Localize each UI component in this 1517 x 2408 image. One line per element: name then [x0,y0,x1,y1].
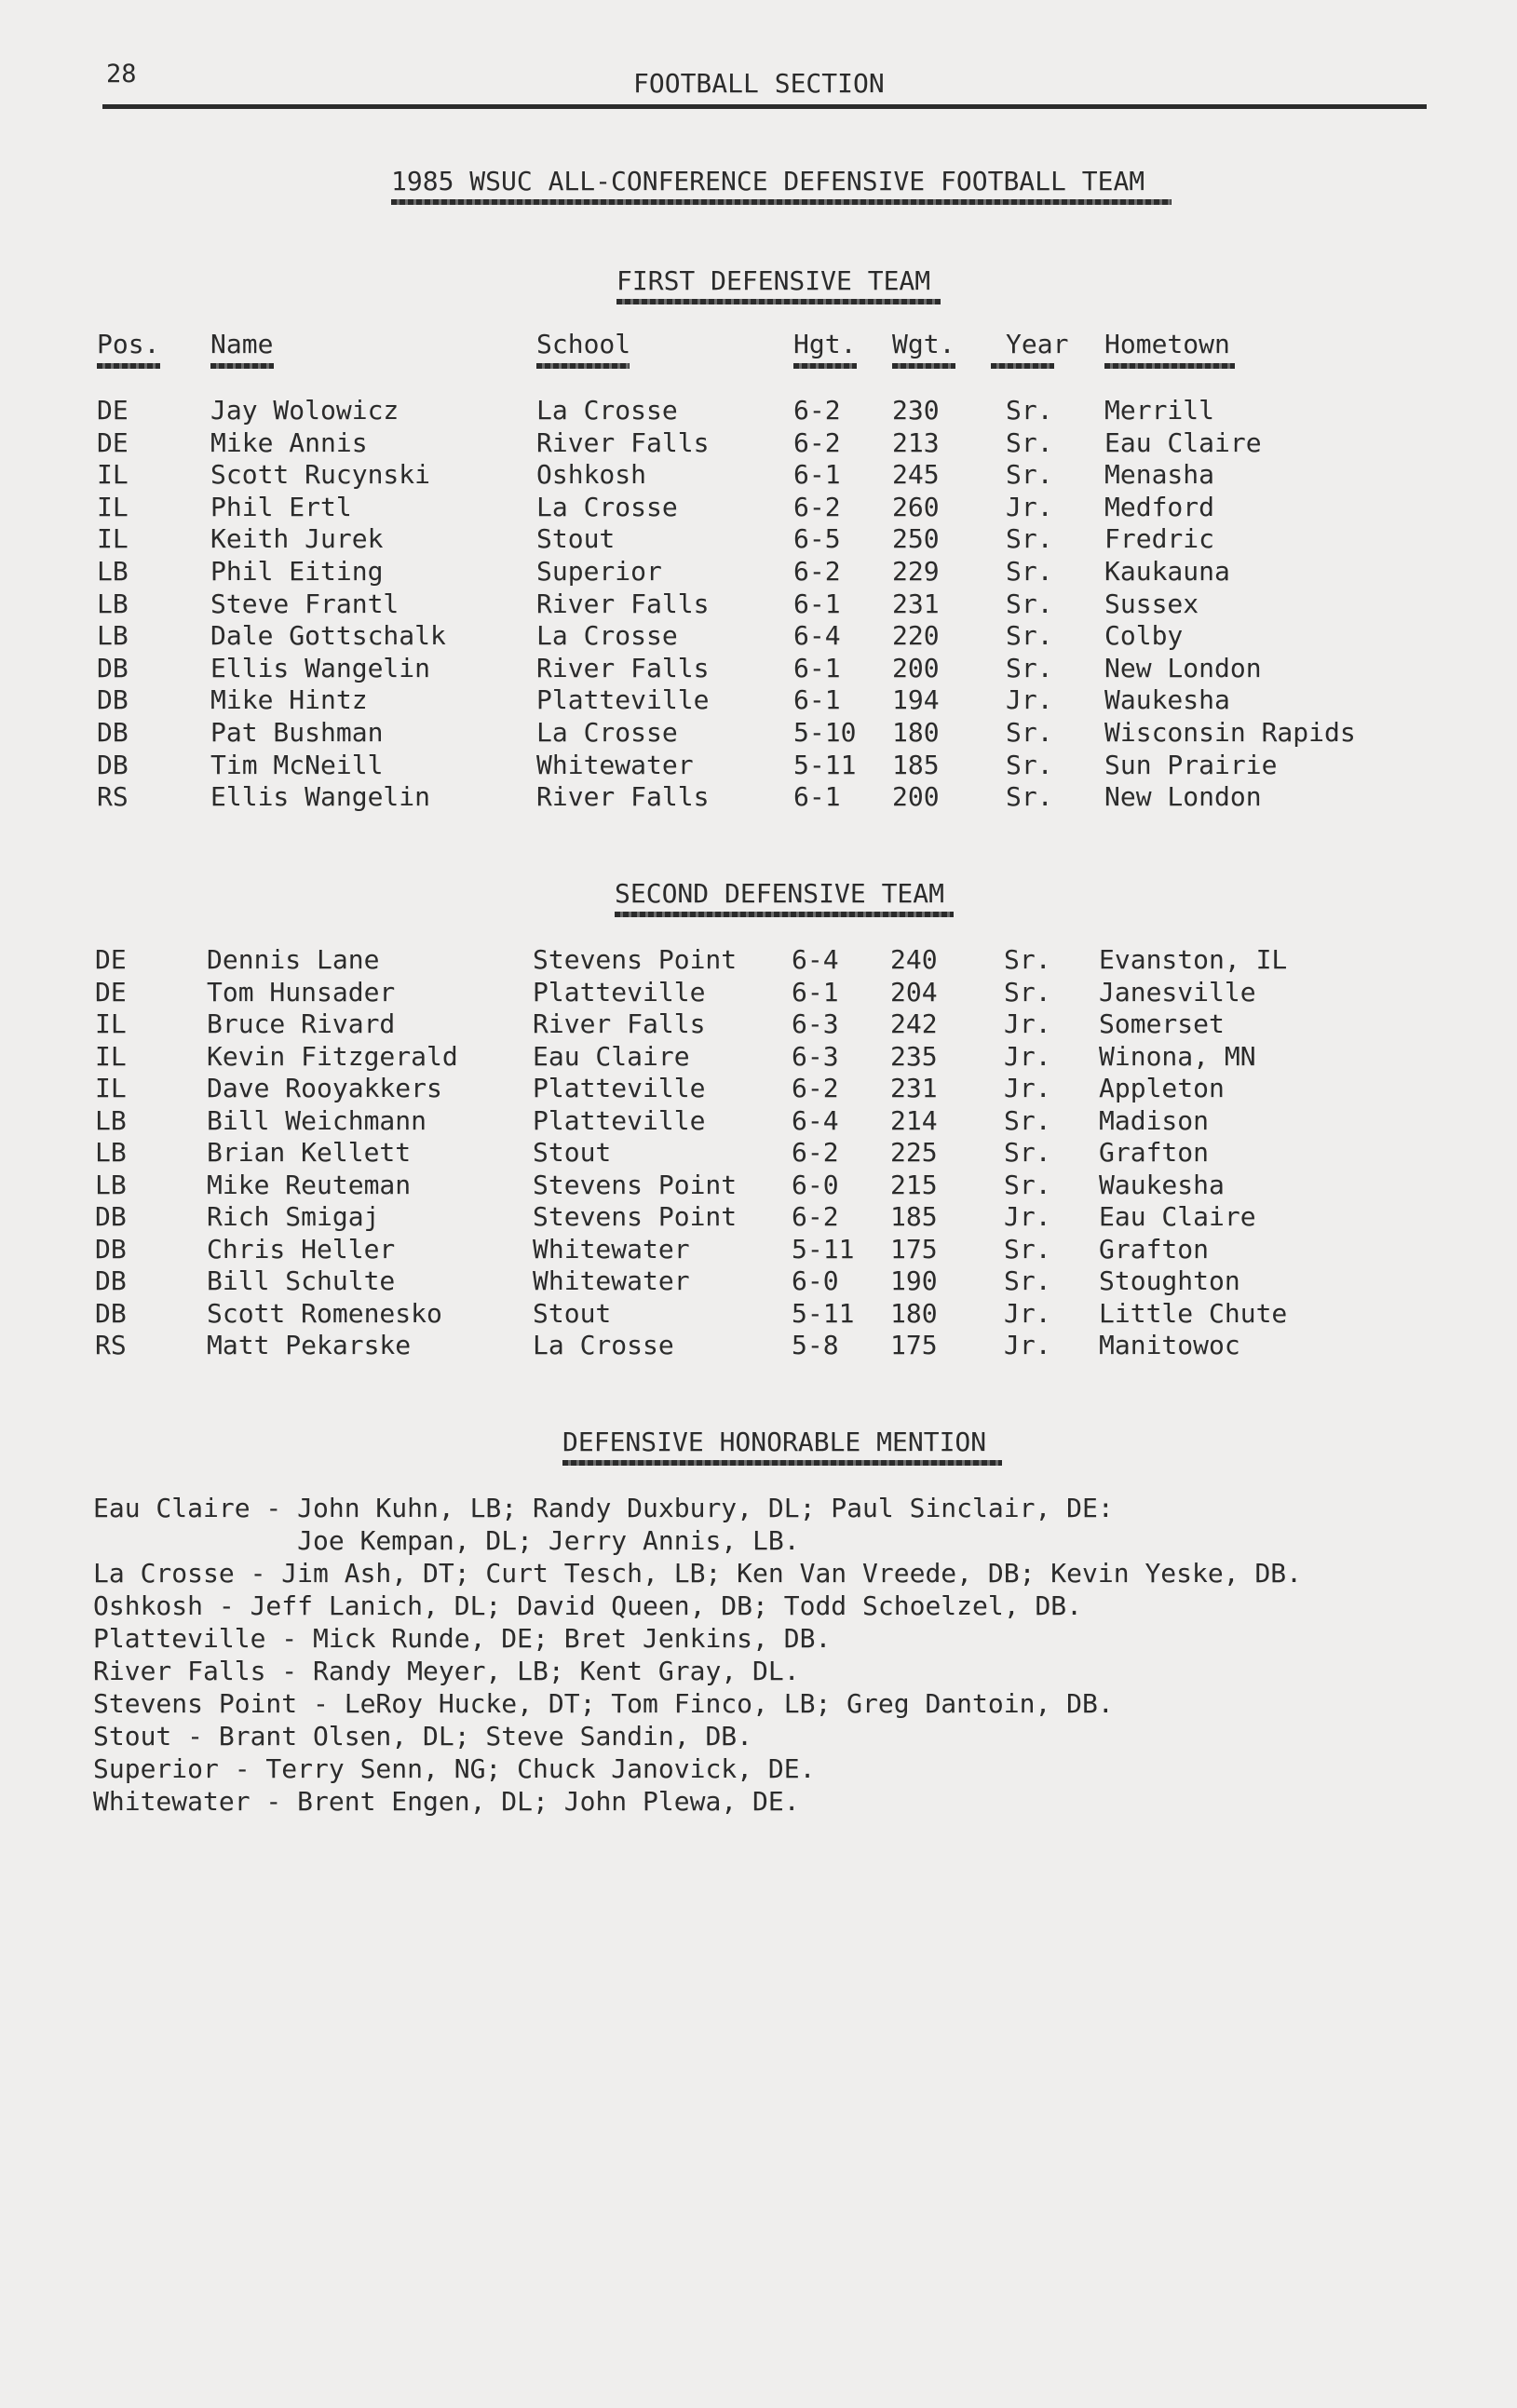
page-number: 28 [106,60,137,88]
cell-name: Scott Romenesko [207,1297,442,1329]
cell-year: Sr. [1006,620,1053,652]
cell-home: Eau Claire [1099,1201,1256,1232]
cell-hgt: 6-4 [792,944,839,975]
cell-name: Chris Heller [207,1233,396,1265]
second-team-heading: SECOND DEFENSIVE TEAM [615,878,945,909]
cell-wgt: 231 [890,1073,938,1103]
cell-home: Waukesha [1104,684,1230,716]
section-title: FOOTBALL SECTION [633,68,885,99]
cell-name: Rich Smigaj [207,1201,380,1232]
honorable-mention-line: Oshkosh - Jeff Lanich, DL; David Queen, DB; Todd Schoelzel, DB. [93,1590,1083,1621]
table-row [0,1008,1517,1043]
cell-home: Medford [1104,491,1215,522]
cell-hgt: 6-1 [792,976,839,1008]
cell-pos: RS [97,781,129,813]
cell-year: Sr. [1004,1233,1051,1265]
table-row [0,1201,1517,1236]
cell-wgt: 175 [890,1233,938,1265]
cell-pos: IL [95,1073,127,1103]
cell-name: Ellis Wangelin [210,781,431,813]
cell-wgt: 190 [890,1265,938,1296]
cell-pos: DB [95,1297,127,1329]
cell-wgt: 204 [890,976,938,1008]
honorable-mention-line: Whitewater - Brent Engen, DL; John Plewa, DE. [93,1786,800,1817]
underline-hgt [793,363,857,369]
cell-hgt: 6-4 [793,620,841,652]
cell-home: Little Chute [1099,1297,1288,1329]
cell-wgt: 213 [892,426,940,458]
column-header-school: School [536,329,631,359]
cell-pos: LB [95,1137,127,1168]
cell-pos: DE [97,395,129,426]
cell-name: Scott Rucynski [210,459,431,491]
cell-year: Sr. [1004,944,1051,975]
cell-hgt: 6-3 [792,1008,839,1039]
first-team-heading: FIRST DEFENSIVE TEAM [616,265,931,296]
cell-home: Fredric [1104,523,1215,555]
cell-year: Sr. [1006,717,1053,748]
cell-year: Sr. [1006,426,1053,458]
table-row [0,749,1517,784]
underline-wgt [892,363,955,369]
cell-school: River Falls [536,781,710,813]
cell-pos: DE [95,944,127,975]
underline-hometown [1104,363,1235,369]
cell-school: River Falls [536,426,710,458]
cell-year: Sr. [1006,588,1053,619]
underline-school [536,363,630,369]
cell-year: Jr. [1006,684,1053,716]
cell-hgt: 5-11 [792,1297,855,1329]
table-row [0,652,1517,687]
table-row [0,1137,1517,1171]
cell-wgt: 214 [890,1104,938,1136]
cell-hgt: 6-1 [793,652,841,683]
cell-hgt: 5-11 [793,749,857,780]
cell-hgt: 6-2 [792,1137,839,1168]
table-row [0,944,1517,979]
cell-wgt: 175 [890,1330,938,1360]
table-row [0,717,1517,751]
cell-home: Appleton [1099,1073,1225,1103]
cell-pos: DB [97,749,129,780]
table-row [0,1075,1517,1107]
honorable-mention-line: River Falls - Randy Meyer, LB; Kent Gray, DL. [93,1656,800,1686]
cell-school: River Falls [536,652,710,683]
cell-pos: LB [97,588,129,619]
cell-wgt: 194 [892,684,940,716]
cell-year: Sr. [1004,976,1051,1008]
cell-school: Platteville [533,1073,706,1103]
cell-name: Bill Schulte [207,1265,396,1296]
cell-name: Phil Ertl [210,491,352,522]
column-headers [0,331,1517,363]
cell-hgt: 6-0 [792,1169,839,1200]
cell-wgt: 185 [892,749,940,780]
cell-name: Bruce Rivard [207,1008,396,1039]
cell-year: Sr. [1006,652,1053,683]
cell-hgt: 6-1 [793,588,841,619]
cell-hgt: 6-1 [793,684,841,716]
column-header-year: Year [1006,329,1069,359]
underline-name [210,363,274,369]
cell-pos: DE [95,976,127,1008]
cell-pos: LB [97,556,129,587]
cell-school: La Crosse [536,395,678,426]
cell-home: Grafton [1099,1233,1210,1265]
cell-name: Dave Rooyakkers [207,1073,442,1103]
cell-hgt: 6-5 [793,523,841,555]
table-row [0,1233,1517,1268]
cell-wgt: 231 [892,588,940,619]
cell-wgt: 220 [892,620,940,652]
cell-year: Sr. [1006,556,1053,587]
cell-year: Jr. [1006,491,1053,522]
cell-home: Wisconsin Rapids [1104,717,1356,748]
cell-pos: DB [97,717,129,748]
table-row [0,1040,1517,1075]
cell-pos: RS [95,1330,127,1360]
table-row [0,1169,1517,1204]
column-header-hgt: Hgt. [793,329,857,359]
cell-year: Jr. [1004,1330,1051,1360]
cell-hgt: 6-2 [793,491,841,522]
honorable-mention-line: Joe Kempan, DL; Jerry Annis, LB. [93,1525,800,1556]
cell-name: Kevin Fitzgerald [207,1040,458,1072]
cell-pos: IL [97,523,129,555]
cell-name: Mike Hintz [210,684,368,716]
cell-hgt: 5-8 [792,1330,839,1360]
cell-pos: LB [97,620,129,652]
cell-home: New London [1104,652,1262,683]
cell-wgt: 225 [890,1137,938,1168]
column-header-pos: Pos. [97,329,160,359]
cell-hgt: 6-3 [792,1040,839,1072]
honorable-mention-line: Stout - Brant Olsen, DL; Steve Sandin, DB. [93,1721,753,1752]
cell-hgt: 6-2 [793,426,841,458]
cell-home: Eau Claire [1104,426,1262,458]
underline-year [991,363,1054,369]
table-row [0,976,1517,1011]
cell-hgt: 6-2 [793,556,841,587]
table-row [0,1104,1517,1140]
cell-name: Phil Eiting [210,556,384,587]
cell-school: Platteville [533,976,706,1008]
table-row [0,395,1517,429]
cell-name: Dennis Lane [207,944,380,975]
honorable-mention-line: Superior - Terry Senn, NG; Chuck Janovick, DE. [93,1753,816,1784]
table-row [0,426,1517,462]
cell-pos: LB [95,1169,127,1200]
cell-pos: DB [95,1233,127,1265]
cell-year: Sr. [1004,1104,1051,1136]
cell-hgt: 6-2 [792,1201,839,1232]
cell-wgt: 242 [890,1008,938,1039]
cell-wgt: 230 [892,395,940,426]
cell-home: Kaukauna [1104,556,1230,587]
table-row [0,556,1517,590]
cell-year: Sr. [1006,781,1053,813]
cell-year: Jr. [1004,1201,1051,1232]
cell-school: Whitewater [536,749,694,780]
cell-school: Superior [536,556,662,587]
cell-home: Merrill [1104,395,1215,426]
cell-wgt: 229 [892,556,940,587]
main-title: 1985 WSUC ALL-CONFERENCE DEFENSIVE FOOTBALL TEAM [391,166,1145,196]
cell-pos: LB [95,1104,127,1136]
honorable-mention-line: La Crosse - Jim Ash, DT; Curt Tesch, LB; Ken Van Vreede, DB; Kevin Yeske, DB. [93,1558,1303,1589]
cell-name: Mike Annis [210,426,368,458]
cell-hgt: 6-0 [792,1265,839,1296]
cell-name: Matt Pekarske [207,1330,412,1360]
cell-year: Sr. [1006,523,1053,555]
cell-wgt: 250 [892,523,940,555]
cell-pos: DB [97,652,129,683]
cell-school: River Falls [533,1008,706,1039]
cell-school: La Crosse [536,620,678,652]
cell-year: Sr. [1006,395,1053,426]
cell-home: Janesville [1099,976,1256,1008]
column-header-wgt: Wgt. [892,329,955,359]
cell-name: Jay Wolowicz [210,395,400,426]
cell-name: Dale Gottschalk [210,620,446,652]
table-row [0,1297,1517,1333]
cell-pos: DB [97,684,129,716]
column-header-hometown: Hometown [1104,329,1230,359]
cell-name: Brian Kellett [207,1137,412,1168]
cell-name: Tom Hunsader [207,976,396,1008]
underline-pos [97,363,160,369]
cell-wgt: 200 [892,781,940,813]
cell-year: Jr. [1004,1040,1051,1072]
table-row [0,1330,1517,1364]
cell-wgt: 260 [892,491,940,522]
cell-year: Jr. [1004,1073,1051,1103]
table-row [0,523,1517,558]
cell-year: Sr. [1004,1137,1051,1168]
cell-pos: DB [95,1201,127,1232]
first-team-underline [616,299,941,304]
cell-hgt: 6-1 [793,459,841,491]
honorable-mention-underline [562,1460,1002,1466]
cell-home: Sussex [1104,588,1199,619]
cell-name: Pat Bushman [210,717,384,748]
cell-home: Stoughton [1099,1265,1240,1296]
cell-school: Oshkosh [536,459,647,491]
cell-name: Mike Reuteman [207,1169,412,1200]
cell-year: Sr. [1004,1265,1051,1296]
cell-pos: IL [97,491,129,522]
cell-school: Stevens Point [533,944,738,975]
cell-hgt: 6-1 [793,781,841,813]
table-row [0,588,1517,623]
cell-year: Sr. [1006,459,1053,491]
cell-school: Stout [536,523,616,555]
cell-home: Menasha [1104,459,1215,491]
cell-hgt: 6-2 [793,395,841,426]
table-row [0,459,1517,494]
second-team-underline [615,912,954,917]
cell-year: Jr. [1004,1008,1051,1039]
cell-year: Sr. [1004,1169,1051,1200]
cell-year: Jr. [1004,1297,1051,1329]
cell-pos: DE [97,426,129,458]
cell-school: Whitewater [533,1233,690,1265]
cell-school: Whitewater [533,1265,690,1296]
cell-wgt: 180 [892,717,940,748]
cell-home: Madison [1099,1104,1210,1136]
cell-home: Manitowoc [1099,1330,1240,1360]
cell-school: Eau Claire [533,1040,690,1072]
cell-wgt: 180 [890,1297,938,1329]
cell-pos: IL [95,1008,127,1039]
main-title-underline [391,199,1172,205]
cell-name: Ellis Wangelin [210,652,431,683]
cell-hgt: 5-10 [793,717,857,748]
cell-school: La Crosse [533,1330,674,1360]
cell-pos: IL [97,459,129,491]
cell-wgt: 185 [890,1201,938,1232]
cell-school: Stout [533,1137,612,1168]
cell-home: Evanston, IL [1099,944,1288,975]
cell-school: River Falls [536,588,710,619]
cell-wgt: 245 [892,459,940,491]
column-header-name: Name [210,329,274,359]
cell-wgt: 235 [890,1040,938,1072]
cell-school: Platteville [533,1104,706,1136]
cell-hgt: 5-11 [792,1233,855,1265]
cell-home: Colby [1104,620,1184,652]
header-rule [102,104,1427,109]
cell-school: La Crosse [536,717,678,748]
table-row [0,1265,1517,1300]
cell-pos: IL [95,1040,127,1072]
honorable-mention-line: Eau Claire - John Kuhn, LB; Randy Duxbury, DL; Paul Sinclair, DE: [93,1493,1114,1523]
cell-wgt: 240 [890,944,938,975]
cell-pos: DB [95,1265,127,1296]
honorable-mention-line: Stevens Point - LeRoy Hucke, DT; Tom Finco, LB; Greg Dantoin, DB. [93,1688,1114,1719]
honorable-mention-line: Platteville - Mick Runde, DE; Bret Jenkins, DB. [93,1623,832,1654]
cell-school: Platteville [536,684,710,716]
cell-home: Waukesha [1099,1169,1225,1200]
cell-school: Stevens Point [533,1201,738,1232]
cell-name: Keith Jurek [210,523,384,555]
cell-home: Somerset [1099,1008,1225,1039]
cell-home: Grafton [1099,1137,1210,1168]
table-row [0,684,1517,719]
cell-name: Tim McNeill [210,749,384,780]
cell-school: Stout [533,1297,612,1329]
cell-wgt: 200 [892,652,940,683]
cell-name: Bill Weichmann [207,1104,427,1136]
honorable-mention-heading: DEFENSIVE HONORABLE MENTION [562,1427,987,1457]
cell-year: Sr. [1006,749,1053,780]
cell-home: New London [1104,781,1262,813]
cell-home: Sun Prairie [1104,749,1278,780]
table-row [0,620,1517,655]
cell-hgt: 6-4 [792,1104,839,1136]
cell-home: Winona, MN [1099,1040,1256,1072]
cell-name: Steve Frantl [210,588,400,619]
cell-school: Stevens Point [533,1169,738,1200]
table-row [0,781,1517,816]
cell-school: La Crosse [536,491,678,522]
table-row [0,491,1517,526]
cell-hgt: 6-2 [792,1073,839,1103]
cell-wgt: 215 [890,1169,938,1200]
